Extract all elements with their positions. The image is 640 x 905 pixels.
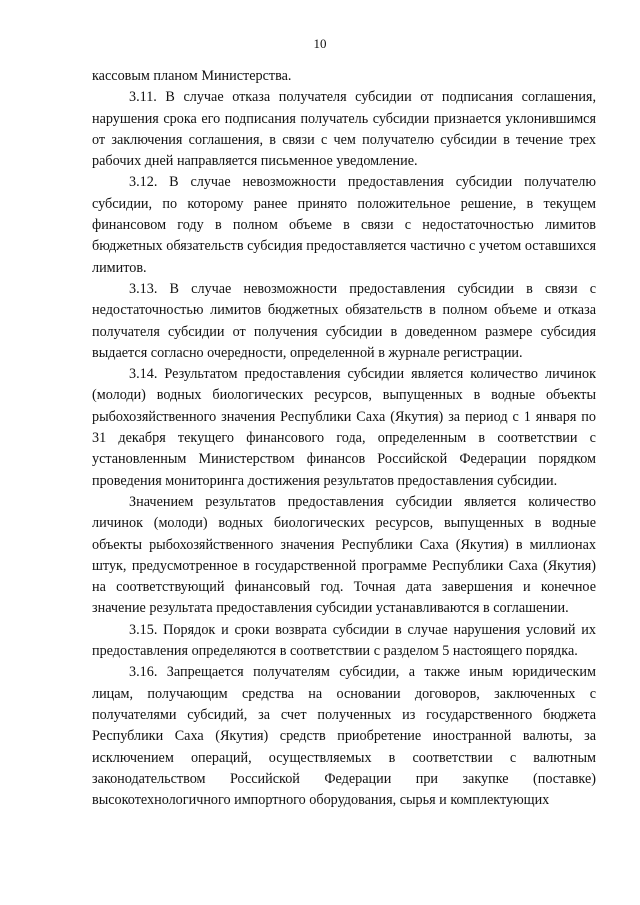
paragraph-continuation: кассовым планом Министерства. xyxy=(92,68,292,84)
paragraph-result-value: Значением результатов предоставления субсидии является количество личинок (молоди) водных биологических ресурсов, выпущенных в водные объекты рыбохозяйственного значения Республики Саха (Якутия) в миллионах штук, предусмотренное в государственной программе Республики Саха (Якутия) на соответствующий финансовый год. Точная дата завершения и конечное значение результата предоставления субсидии устанавливаются в соглашении. xyxy=(92,493,596,617)
paragraph-3-14: 3.14. Результатом предоставления субсидии является количество личинок (молоди) водных биологических ресурсов, выпущенных в водные объекты рыбохозяйственного значения Республики Саха (Якутия) за период с 1 января по 31 декабря текущего финансового года, определенным в соответствии с установленным Министерством финансов Российской Федерации порядком проведения мониторинга достижения результатов предоставления субсидии. xyxy=(92,366,596,489)
paragraph-3-15: 3.15. Порядок и сроки возврата субсидии в случае нарушения условий их предоставления определяются в соответствии с разделом 5 настоящего порядка. xyxy=(92,621,596,660)
paragraph-3-16: 3.16. Запрещается получателям субсидии, а также иным юридическим лицам, получающим средства на основании договоров, заключенных с получателями субсидий, за счет полученных из государственного бюджета Республики Саха (Якутия) средств приобретение иностранной валюты, за исключением операций, осуществляемых в соответствии с валютным законодательством Российской Федерации при закупке (поставке) высокотехнологичного импортного оборудования, сырья и комплектующих xyxy=(92,664,596,809)
paragraph-3-12: 3.12. В случае невозможности предоставления субсидии получателю субсидии, по которому ранее принято положительное решение, в текущем финансовом году в полном объеме в связи с недостаточностью лимитов бюджетных обязательств субсидия предоставляется частично с учетом оставшихся лимитов. xyxy=(92,174,596,276)
paragraph-3-13: 3.13. В случае невозможности предоставления субсидии в связи с недостаточностью лимитов бюджетных обязательств в полном объеме и отказа получателя субсидии от получения субсидии в доведенном размере субсидия выдается согласно очередности, определенной в журнале регистрации. xyxy=(92,280,596,361)
page-number: 10 xyxy=(313,36,327,51)
paragraph-3-11: 3.11. В случае отказа получателя субсидии от подписания соглашения, нарушения срока его подписания получатель субсидии признается уклонившимся от заключения соглашения, в связи с чем получателю субсидии в течение трех рабочих дней направляется письменное уведомление. xyxy=(92,89,596,170)
document-body xyxy=(92,66,596,811)
